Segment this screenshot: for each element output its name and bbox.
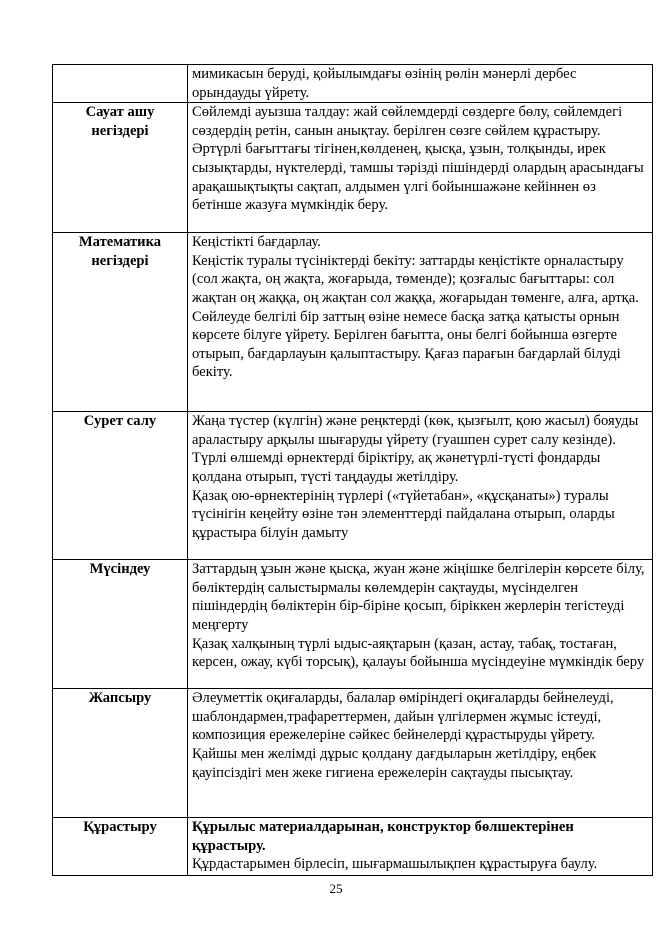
paragraph: Әлеуметтік оқиғаларды, балалар өміріндегі оқиғаларды бейнелеуді, шаблондармен,трафареттермен, дайын үлгілермен жұмыс істеуді, композиция ережелеріне сәйкес бейнелерді құрастыруды үйрету.: [192, 690, 614, 744]
paragraph: Қайшы мен желімді дұрыс қолдану дағдыларын жетілдіру, еңбек қауіпсіздігі мен жеке гигиена ережелерін сақтауды пысықтау.: [192, 745, 597, 781]
table-row: [53, 103, 653, 233]
paragraph: Түрлі өлшемді өрнектерді біріктіру, ақ жәнетүрлі-түсті фондарды қолдана отырып, түсті таңдауды жетілдіру.: [192, 450, 601, 485]
table-row: [53, 689, 653, 818]
curriculum-table: [52, 64, 653, 876]
paragraph: Сөйлеуде белгілі бір заттың өзіне немесе басқа затқа қатысты орнын көрсете білуге үйрету. Берілген бағытта, оны белгі бойынша өзгерте отырып, бағдарлауын қалыптастыру. Қағаз парағын бағдарлай білуді бекіту.: [192, 308, 621, 381]
paragraph: Сөйлемді ауызша талдау: жай сөйлемдерді сөздерге бөлу, сөйлемдегі сөздердің ретін, санын анықтау. берілген сөзге сөйлем құрастыру.: [192, 104, 623, 139]
paragraph: Қазақ халқының түрлі ыдыс-аяқтарын (қазан, астау, табақ, тостаған, керсен, ожау, күбі торсық), қалауы бойынша мүсіндеуіне мүмкіндік беру: [192, 635, 645, 671]
paragraph: Кеңістік туралы түсініктерді бекіту: заттарды кеңістікте орналастыру (сол жақта, оң жақта, жоғарыда, төменде); қозғалыс бағыттары: сол жақтан оң жаққа, оң жақтан сол жаққа, жоғарыдан төменге, алға, артқа.: [192, 252, 639, 306]
page-number: 25: [329, 881, 343, 896]
content-cell: [188, 233, 653, 412]
paragraph: мимикасын беруді, қойылымдағы өзінің рөлін мәнерлі дербес орындауды үйрету.: [192, 66, 577, 101]
paragraph: Кеңістікті бағдарлау.: [192, 234, 321, 251]
content-cell: [188, 65, 653, 103]
subject-cell: Құрастыру: [53, 818, 188, 876]
paragraph: Жаңа түстер (күлгін) және реңктерді (көк, қызғылт, қою жасыл) бояуды араластыру арқылы шығаруды үйрету (гуашпен сурет салу кезінде).: [192, 413, 639, 448]
table-row: [53, 412, 653, 560]
paragraph: Қазақ ою-өрнектерінің түрлері («түйетабан», «құсқанаты») туралы түсінігін кеңейту өзіне тән элементтерді пайдалана отырып, оларды құрастыра білуін дамыту: [192, 487, 615, 541]
table-row: [53, 818, 653, 876]
content-cell: [188, 103, 653, 233]
subject-cell: Сауат ашу негіздері: [53, 103, 188, 233]
content-cell: [188, 412, 653, 560]
content-cell: [188, 818, 653, 876]
content-cell: [188, 560, 653, 689]
table-row: [53, 233, 653, 412]
subject-cell: Мүсіндеу: [53, 560, 188, 689]
section-heading: Құрылыс материалдарынан, конструктор бөлшектерінен құрастыру.: [192, 819, 574, 854]
subject-cell: Жапсыру: [53, 689, 188, 818]
paragraph: Әртүрлі бағыттағы тігінен,көлденең, қысқа, ұзын, толқынды, ирек сызықтарды, нүктелерді, тамшы тәрізді пішіндерді олардың арасындағы арақашықтықты сақтап, алдымен үлгі бойыншажәне кейіннен өз бетінше жазуға мүмкіндік беру.: [192, 141, 644, 214]
paragraph: Құрдастарымен бірлесіп, шығармашылықпен құрастыруға баулу.: [192, 856, 598, 873]
subject-cell: [53, 65, 188, 103]
subject-cell: Сурет салу: [53, 412, 188, 560]
table-row: [53, 560, 653, 689]
paragraph: Заттардың ұзын және қысқа, жуан және жіңішке белгілерін көрсете білу, бөліктердің салыстырмалы көлемдерін сақтауды, мүсінделген пішіндердің бөліктерін бір-біріне қосып, біріккен жерлерін тегістеуді меңгерту: [192, 561, 645, 633]
content-cell: [188, 689, 653, 818]
table-row: [53, 65, 653, 103]
subject-cell: Математика негіздері: [53, 233, 188, 412]
